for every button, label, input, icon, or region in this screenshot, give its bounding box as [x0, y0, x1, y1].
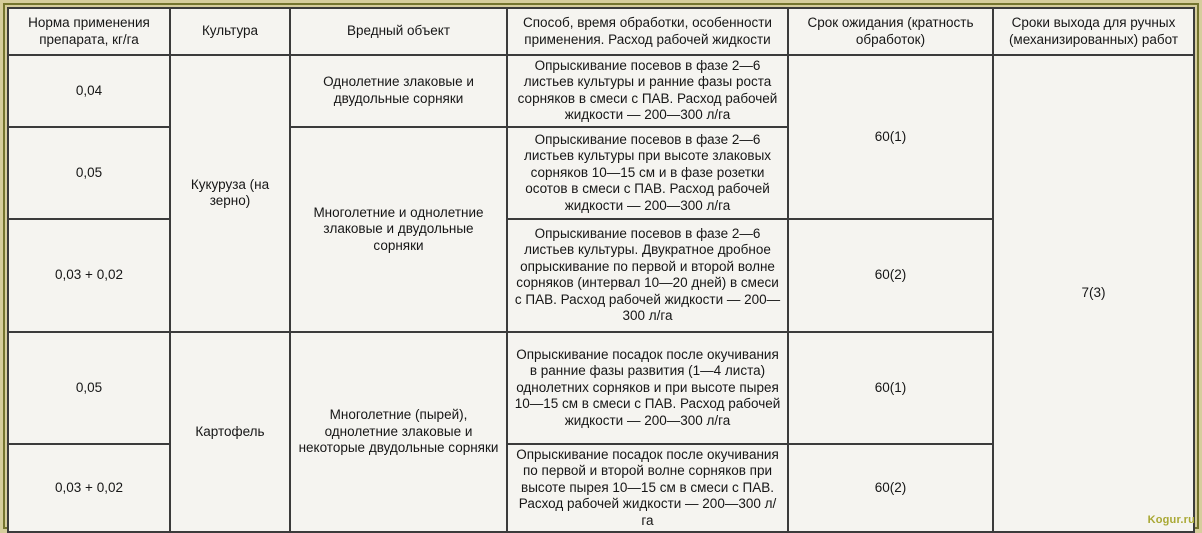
cell-exit-term: 7(3): [993, 55, 1194, 532]
watermark: Kogur.ru: [1147, 514, 1195, 526]
cell-method-3: Опрыскивание посевов в фазе 2—6 листьев культуры. Двукратное дробное опрыскивание по первой и второй волне сорняков (интервал 10—20 дней) в смеси с ПАВ. Расход рабочей жидкости — 200—300 л/га: [507, 219, 788, 332]
pesticide-application-table: [7, 7, 1195, 533]
cell-method-5: Опрыскивание посадок после окучивания по первой и второй волне сорняков при высоте пырея 10—15 см в смеси с ПАВ. Расход рабочей жидкости — 200—300 л/га: [507, 444, 788, 532]
header-row: [8, 8, 1194, 55]
cell-norm-5: 0,03 + 0,02: [8, 444, 170, 532]
cell-culture-corn: Кукуруза (на зерно): [170, 55, 290, 332]
cell-waiting-4: 60(2): [788, 444, 993, 532]
col-header-culture: Культура: [170, 8, 290, 55]
cell-pest-perennial-annual-weeds: Многолетние и однолетние злаковые и двудольные сорняки: [290, 127, 507, 332]
cell-waiting-3: 60(1): [788, 332, 993, 444]
col-header-norm: Норма применения препарата, кг/га: [8, 8, 170, 55]
cell-pest-couch-grass-weeds: Многолетние (пырей), однолетние злаковые и некоторые двудольные сорняки: [290, 332, 507, 532]
cell-method-1: Опрыскивание посевов в фазе 2—6 листьев культуры и ранние фазы роста сорняков в смеси с ПАВ. Расход рабочей жидкости — 200—300 л/га: [507, 55, 788, 127]
cell-norm-1: 0,04: [8, 55, 170, 127]
cell-norm-4: 0,05: [8, 332, 170, 444]
cell-norm-2: 0,05: [8, 127, 170, 219]
cell-method-4: Опрыскивание посадок после окучивания в ранние фазы развития (1—4 листа) однолетних сорняков и при высоте пырея 10—15 см в смеси с ПАВ. Расход рабочей жидкости — 200—300 л/га: [507, 332, 788, 444]
cell-norm-3: 0,03 + 0,02: [8, 219, 170, 332]
cell-waiting-2: 60(2): [788, 219, 993, 332]
table-frame: [3, 3, 1199, 529]
col-header-waiting-period: Срок ожидания (кратность обработок): [788, 8, 993, 55]
cell-waiting-1: 60(1): [788, 55, 993, 219]
col-header-pest: Вредный объект: [290, 8, 507, 55]
col-header-method: Способ, время обработки, особенности применения. Расход рабочей жидкости: [507, 8, 788, 55]
table-row: [8, 55, 1194, 127]
cell-pest-annual-weeds: Однолетние злаковые и двудольные сорняки: [290, 55, 507, 127]
col-header-exit-term: Сроки выхода для ручных (механизированных) работ: [993, 8, 1194, 55]
cell-method-2: Опрыскивание посевов в фазе 2—6 листьев культуры при высоте злаковых сорняков 10—15 см и в фазе розетки осотов в смеси с ПАВ. Расход рабочей жидкости — 200—300 л/га: [507, 127, 788, 219]
cell-culture-potato: Картофель: [170, 332, 290, 532]
